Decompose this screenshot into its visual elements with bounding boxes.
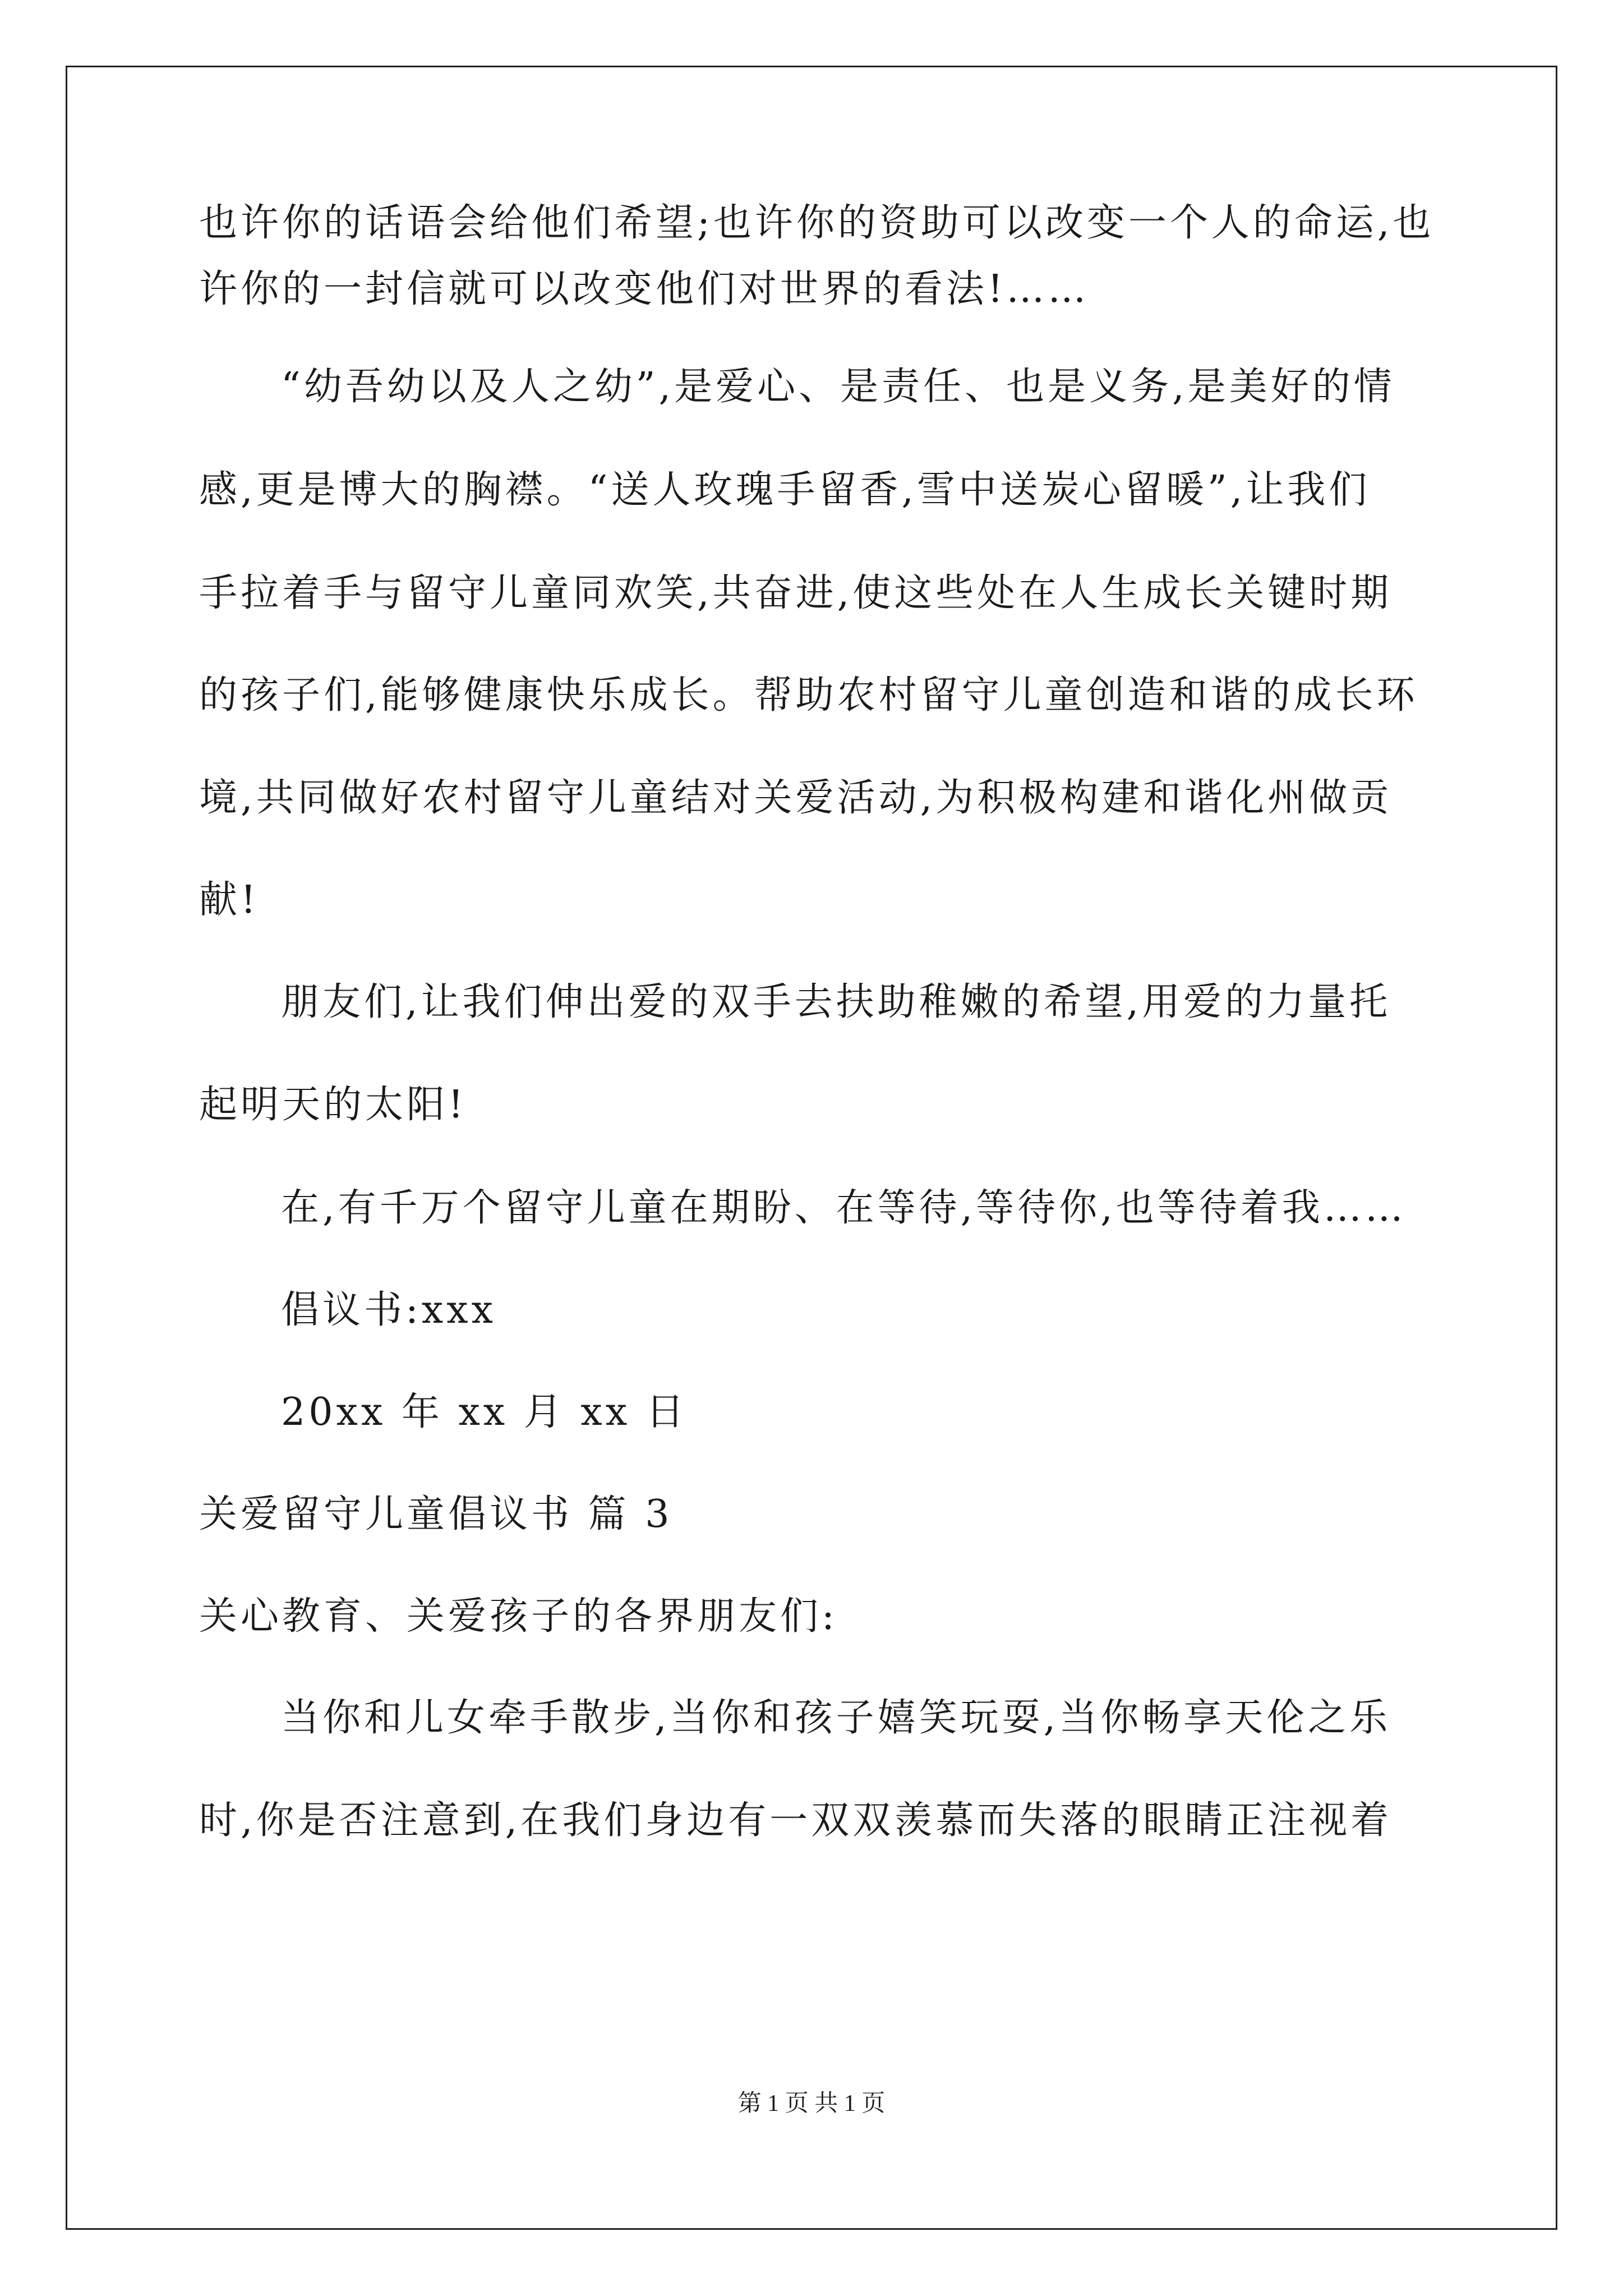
body-line-11: 在,有千万个留守儿童在期盼、在等待,等待你,也等待着我…… [281, 1186, 1407, 1230]
body-line-3: “幼吾幼以及人之幼”,是爱心、是责任、也是义务,是美好的情 [281, 365, 1395, 409]
body-line-17: 时,你是否注意到,在我们身边有一双双羡慕而失落的眼睛正注视着 [199, 1798, 1393, 1843]
body-line-5: 手拉着手与留守儿童同欢笑,共奋进,使这些处在人生成长关键时期 [199, 571, 1393, 615]
section-heading: 关爱留守儿童倡议书 篇 3 [199, 1492, 673, 1536]
body-line-4: 感,更是博大的胸襟。“送人玫瑰手留香,雪中送炭心留暖”,让我们 [199, 468, 1371, 512]
salutation-line: 关心教育、关爱孩子的各界朋友们: [199, 1594, 838, 1639]
date-line: 20xx 年 xx 月 xx 日 [281, 1390, 688, 1434]
body-line-1: 也许你的话语会给他们希望;也许你的资助可以改变一个人的命运,也 [199, 201, 1435, 245]
body-line-2: 许你的一封信就可以改变他们对世界的看法!…… [199, 267, 1090, 311]
body-line-7: 境,共同做好农村留守儿童结对关爱活动,为积极构建和谐化州做贡 [199, 776, 1393, 820]
body-line-6: 的孩子们,能够健康快乐成长。帮助农村留守儿童创造和谐的成长环 [199, 673, 1418, 717]
body-line-9: 朋友们,让我们伸出爱的双手去扶助稚嫩的希望,用爱的力量托 [281, 980, 1391, 1024]
body-line-10: 起明天的太阳! [199, 1083, 467, 1127]
body-line-8: 献! [199, 878, 260, 922]
signature-line: 倡议书:xxx [281, 1288, 496, 1332]
page-number-footer: 第 1 页 共 1 页 [737, 2091, 886, 2116]
body-line-16: 当你和儿女牵手散步,当你和孩子嬉笑玩耍,当你畅享天伦之乐 [281, 1696, 1391, 1740]
